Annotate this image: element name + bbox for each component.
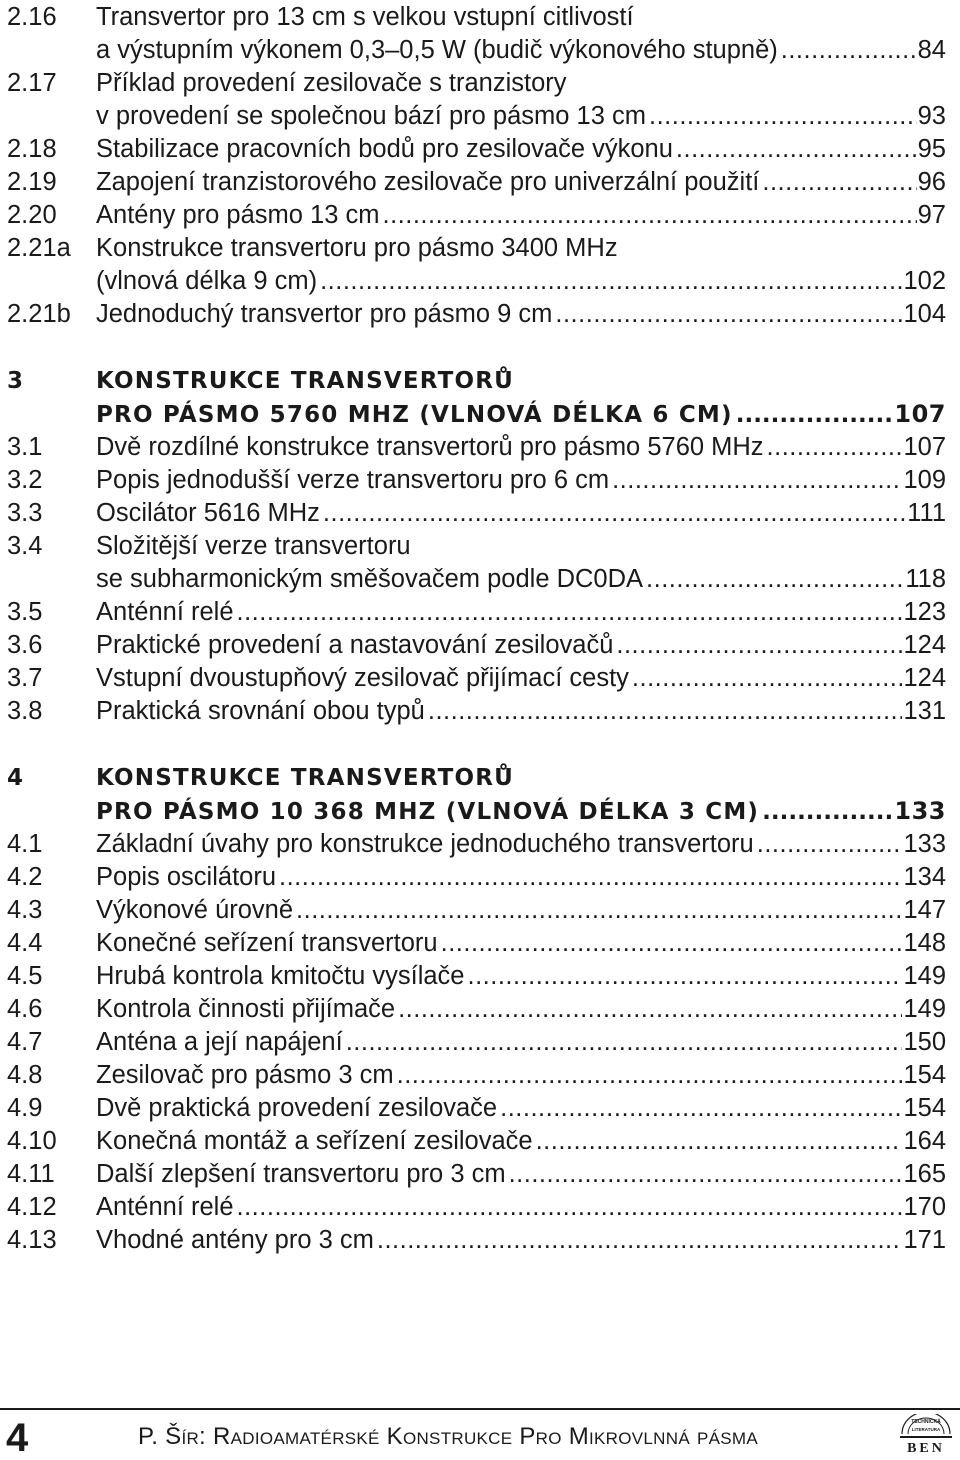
dot-leader [676,133,917,166]
entry-page: 124 [903,664,946,692]
toc-line [0,695,960,728]
entry-title: Základní úvahy pro konstrukce jednoduchého transvertoru [96,830,754,858]
entry-title: Konečné seřízení transvertoru [96,929,438,957]
dot-leader [382,199,916,232]
entry-title: Praktické provedení a nastavování zesilovačů [96,631,614,659]
dot-leader [237,1191,903,1224]
toc-line [0,1026,960,1059]
dot-leader [632,662,903,695]
entry-page: 170 [903,1193,946,1221]
entry-page: 107 [903,433,946,461]
toc-entry [0,133,960,166]
toc-entry [0,1125,960,1158]
toc-entry [0,828,960,861]
entry-number: 4.2 [7,863,43,891]
entry-page: 124 [903,631,946,659]
toc-line [0,960,960,993]
toc-entry [0,861,960,894]
toc-line [0,398,960,431]
toc-entry [0,530,960,596]
toc-entry [0,1059,960,1092]
entry-title: PRO PÁSMO 10 368 MHZ (VLNOVÁ DÉLKA 3 CM) [96,799,760,825]
entry-title: Další zlepšení transvertoru pro 3 cm [96,1160,506,1188]
toc-entry [0,1158,960,1191]
entry-title: Výkonové úrovně [96,896,294,924]
entry-number: 4.7 [7,1028,43,1056]
toc-line [0,596,960,629]
toc-line [0,497,960,530]
toc-line [0,828,960,861]
toc-entry [0,960,960,993]
entry-title: Popis jednodušší verze transvertoru pro 6 cm [96,466,610,494]
toc-line [0,1,960,34]
entry-page: 133 [894,797,946,825]
entry-number: 4.1 [7,830,43,858]
dot-leader [616,629,902,662]
entry-title: Dvě praktická provedení zesilovače [96,1094,498,1122]
entry-number: 4.12 [7,1193,57,1221]
entry-page: 95 [917,135,946,163]
dot-leader [397,1059,903,1092]
dot-leader [320,265,902,298]
toc-entry [0,993,960,1026]
dot-leader [323,497,906,530]
toc-line [0,133,960,166]
entry-title: (vlnová délka 9 cm) [96,267,318,295]
dot-leader [377,1224,903,1257]
toc-line [0,100,960,133]
entry-number: 4.9 [7,1094,43,1122]
toc-line [0,762,960,795]
toc-line [0,199,960,232]
toc-entry [0,1191,960,1224]
entry-number: 2.21b [7,300,71,328]
entry-number: 4.13 [7,1226,57,1254]
entry-title: a výstupním výkonem 0,3–0,5 W (budič výkonového stupně) [96,36,778,64]
entry-title: Stabilizace pracovních bodů pro zesilovače výkonu [96,135,673,163]
entry-number: 4.5 [7,962,43,990]
toc-entry [0,629,960,662]
toc-line [0,927,960,960]
entry-title: Anténní relé [96,1193,234,1221]
toc-entry [0,662,960,695]
dot-leader [441,927,903,960]
toc-entry [0,166,960,199]
entry-title: v provedení se společnou bází pro pásmo 13 cm [96,102,646,130]
toc-line [0,1125,960,1158]
entry-number: 3.8 [7,697,43,725]
entry-page: 96 [917,168,946,196]
dot-leader [649,100,917,133]
toc-line [0,265,960,298]
entry-number: 3 [7,368,25,394]
entry-title: Dvě rozdílné konstrukce transvertorů pro pásmo 5760 MHz [96,433,764,461]
page-footer [0,1408,960,1459]
dot-leader [767,431,903,464]
book-title: P. Šír: Radioamatérské Konstrukce Pro Mikrovlnná pásma [138,1423,758,1450]
entry-page: 149 [903,995,946,1023]
entry-title: KONSTRUKCE TRANSVERTORŮ [96,765,515,791]
toc-entry [0,927,960,960]
toc-entry [0,232,960,298]
entry-page: 147 [903,896,946,924]
toc-line [0,166,960,199]
svg-text:BEN: BEN [907,1441,945,1454]
entry-title: PRO PÁSMO 5760 MHZ (VLNOVÁ DÉLKA 6 CM) [96,402,733,428]
dot-leader [762,166,916,199]
entry-page: 154 [903,1061,946,1089]
toc-line [0,1224,960,1257]
entry-number: 3.6 [7,631,43,659]
toc-entry [0,497,960,530]
entry-page: 134 [903,863,946,891]
entry-title: Anténa a její napájení [96,1028,343,1056]
toc-line [0,795,960,828]
dot-leader [279,861,902,894]
entry-number: 2.19 [7,168,57,196]
entry-title: Transvertor pro 13 cm s velkou vstupní citlivostí [96,3,634,31]
entry-number: 4.11 [7,1160,55,1188]
footer-divider [0,1408,960,1410]
dot-leader [467,960,902,993]
svg-text:LITERATURA: LITERATURA [911,1427,941,1432]
entry-page: 123 [903,598,946,626]
entry-title: Složitější verze transvertoru [96,532,411,560]
entry-number: 4.10 [7,1127,57,1155]
entry-page: 93 [917,102,946,130]
entry-title: Zapojení tranzistorového zesilovače pro univerzální použití [96,168,760,196]
entry-number: 4.6 [7,995,43,1023]
dot-leader [296,894,902,927]
dot-leader [500,1092,902,1125]
dot-leader [736,399,894,432]
entry-number: 3.5 [7,598,43,626]
entry-page: 154 [903,1094,946,1122]
toc-line [0,464,960,497]
toc-entry [0,431,960,464]
toc-chapter [0,365,960,431]
toc-line [0,629,960,662]
entry-number: 4 [7,765,25,791]
toc-entry [0,1224,960,1257]
entry-number: 4.4 [7,929,43,957]
toc-entry [0,695,960,728]
dot-leader [555,298,902,331]
toc-chapter [0,762,960,828]
entry-page: 97 [917,201,946,229]
toc-line [0,1059,960,1092]
toc-entry [0,298,960,331]
dot-leader [509,1158,903,1191]
entry-title: se subharmonickým směšovačem podle DC0DA [96,565,644,593]
toc-entry [0,1,960,67]
entry-title: Zesilovač pro pásmo 3 cm [96,1061,394,1089]
entry-number: 4.3 [7,896,43,924]
entry-title: Oscilátor 5616 MHz [96,499,320,527]
entry-number: 3.4 [7,532,43,560]
toc-line [0,298,960,331]
entry-page: 102 [903,267,946,295]
entry-number: 2.18 [7,135,57,163]
toc-entry [0,67,960,133]
entry-title: Konstrukce transvertoru pro pásmo 3400 MHz [96,234,618,262]
entry-page: 164 [903,1127,946,1155]
toc-entry [0,464,960,497]
toc-line [0,662,960,695]
entry-number: 3.1 [7,433,43,461]
entry-page: 104 [903,300,946,328]
entry-title: Praktická srovnání obou typů [96,697,425,725]
toc-line [0,1158,960,1191]
entry-page: 107 [894,400,946,428]
dot-leader [428,695,903,728]
entry-page: 148 [903,929,946,957]
svg-text:TECHNICKÁ: TECHNICKÁ [911,1419,941,1425]
entry-title: Kontrola činnosti přijímače [96,995,396,1023]
dot-leader [757,828,903,861]
dot-leader [762,796,893,829]
entry-number: 3.7 [7,664,43,692]
toc-line [0,34,960,67]
entry-page: 150 [903,1028,946,1056]
toc-entry [0,1092,960,1125]
toc-line [0,1092,960,1125]
entry-title: Vhodné antény pro 3 cm [96,1226,374,1254]
dot-leader [346,1026,903,1059]
dot-leader [398,993,902,1026]
entry-number: 4.8 [7,1061,43,1089]
toc-line [0,530,960,563]
entry-page: 131 [903,697,946,725]
toc-line [0,431,960,464]
entry-title: Jednoduchý transvertor pro pásmo 9 cm [96,300,553,328]
publisher-logo [898,1414,954,1454]
entry-title: Antény pro pásmo 13 cm [96,201,380,229]
entry-title: Konečná montáž a seřízení zesilovače [96,1127,533,1155]
entry-number: 2.16 [7,3,57,31]
entry-number: 2.17 [7,69,57,97]
entry-page: 149 [903,962,946,990]
entry-page: 84 [917,36,946,64]
entry-title: Vstupní dvoustupňový zesilovač přijímací cesty [96,664,629,692]
entry-title: Popis oscilátoru [96,863,277,891]
toc-line [0,365,960,398]
toc-line [0,67,960,100]
toc-line [0,861,960,894]
entry-number: 2.21a [7,234,71,262]
entry-number: 3.2 [7,466,43,494]
entry-page: 133 [903,830,946,858]
entry-page: 171 [903,1226,946,1254]
entry-number: 3.3 [7,499,43,527]
toc-line [0,1191,960,1224]
toc-entry [0,596,960,629]
toc-entry [0,1026,960,1059]
dot-leader [237,596,903,629]
toc-line [0,563,960,596]
entry-page: 165 [903,1160,946,1188]
entry-title: Příklad provedení zesilovače s tranzistory [96,69,567,97]
entry-page: 109 [903,466,946,494]
dot-leader [612,464,902,497]
entry-number: 2.20 [7,201,57,229]
toc-line [0,894,960,927]
entry-title: Hrubá kontrola kmitočtu vysílače [96,962,465,990]
dot-leader [536,1125,903,1158]
toc-entry [0,894,960,927]
page-number: 4 [6,1416,29,1460]
dot-leader [781,34,917,67]
toc-line [0,232,960,265]
entry-title: Anténní relé [96,598,234,626]
toc-entry [0,199,960,232]
dot-leader [646,563,904,596]
toc-line [0,993,960,1026]
entry-page: 118 [905,565,946,593]
entry-title: KONSTRUKCE TRANSVERTORŮ [96,368,515,394]
entry-page: 111 [907,499,946,527]
